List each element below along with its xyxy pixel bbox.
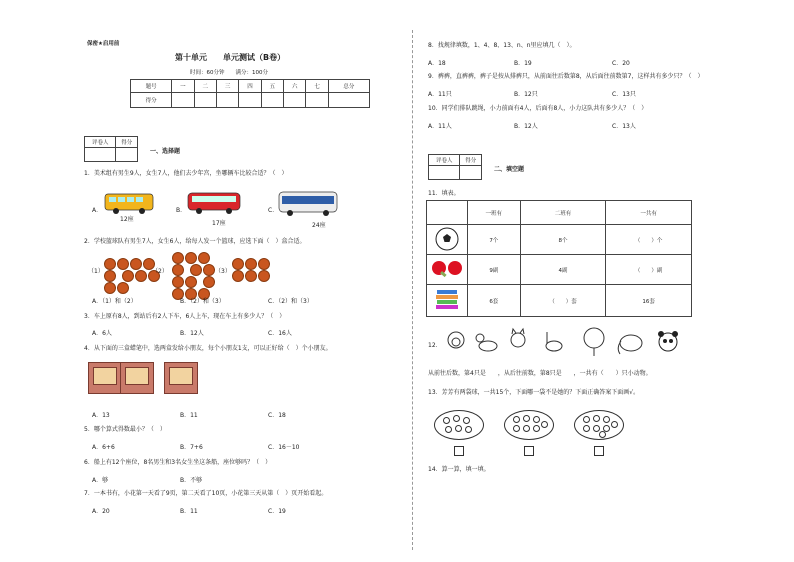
basketball-icon [130, 258, 142, 270]
school-bus-icon [104, 190, 156, 216]
grader-cell[interactable] [116, 148, 138, 162]
q4-option-c[interactable]: C．18 [268, 412, 286, 419]
fill-table-cell: 7个 [468, 225, 521, 255]
question-2: 2．学校篮球队有男生7人，女生6人，给每人发一个篮球，应选下面（ ）盒合适。 [84, 238, 306, 245]
fill-table-answer[interactable]: （ ）套 [520, 285, 606, 317]
q2-label-2: （2） [152, 268, 168, 275]
ball-bag-2 [504, 410, 554, 440]
basketball-group-3 [232, 258, 280, 282]
monkey-icon [448, 332, 464, 348]
question-14: 14．算一算，填一填。 [428, 466, 490, 473]
question-8: 8．找规律填数，1、4、8、13、n、n里应填几（ ）。 [428, 42, 576, 49]
answer-checkbox[interactable] [524, 446, 534, 456]
grader-cell[interactable] [460, 166, 482, 180]
q5-option-b[interactable]: B．7+6 [180, 444, 203, 451]
score-header-cell: 总分 [328, 80, 369, 93]
grader-box [84, 136, 138, 162]
coach-bus-icon [278, 188, 338, 218]
q8-option-b[interactable]: B．19 [514, 60, 532, 67]
q2-label-3: （3） [215, 268, 231, 275]
fill-table [426, 200, 692, 317]
q6-option-a[interactable]: A．够 [92, 477, 109, 484]
q4-option-a[interactable]: A．13 [92, 412, 110, 419]
q4-option-b[interactable]: B．11 [180, 412, 198, 419]
cat-icon [511, 329, 525, 347]
q9-option-a[interactable]: A．11只 [428, 91, 452, 98]
basketball-icon [232, 270, 244, 282]
score-row-label: 得分 [131, 93, 172, 108]
question-12-text: 从前往后数，第4只是 ，从后往前数，第8只是 ，一共有（ ）只小动物。 [428, 370, 652, 377]
grader-label: 评卷人 [429, 155, 460, 166]
basketball-icon [185, 252, 197, 264]
q5-option-a[interactable]: A．6+6 [92, 444, 115, 451]
basketball-icon [104, 258, 116, 270]
basketball-icon [203, 276, 215, 288]
dog-icon [476, 334, 497, 351]
q9-option-c[interactable]: C．13只 [612, 91, 636, 98]
question-10: 10．同学们排队跳绳，小力前面有4人，后面有8人，小力这队共有多少人？（ ） [428, 105, 648, 112]
score-header-cell: 二 [194, 80, 216, 93]
basketball-icon [135, 270, 147, 282]
basketball-icon [245, 270, 257, 282]
q7-option-b[interactable]: B．11 [180, 508, 198, 515]
q2-label-1: （1） [88, 268, 104, 275]
question-6: 6．船上有12个座位，8名男生和3名女生坐这条船，座位够吗？（ ） [84, 459, 272, 466]
basketball-icon [190, 264, 202, 276]
question-13: 13．芳芳有两袋球，一共15个，下面哪一袋不是她的？下面正确答案下面画√。 [428, 389, 640, 396]
q10-option-b[interactable]: B．12人 [514, 123, 538, 130]
question-11: 11．填表。 [428, 190, 460, 197]
ping-pong-paddle-icon [427, 255, 468, 285]
exam-meta: 时间：60分钟 满分：100分 [190, 70, 268, 76]
basketball-icon [122, 270, 134, 282]
score-cell[interactable] [239, 93, 261, 108]
score-cell[interactable] [261, 93, 283, 108]
score-cell[interactable] [328, 93, 369, 108]
basketball-icon [198, 252, 210, 264]
grader-score-label: 得分 [460, 155, 482, 166]
q3-option-c[interactable]: C．16人 [268, 330, 292, 337]
ball-bag-1 [434, 410, 484, 440]
fill-table-header: 一班有 [468, 201, 521, 225]
q1-caption-c: 24座 [312, 222, 326, 229]
q6-option-b[interactable]: B．不够 [180, 477, 203, 484]
basketball-icon [117, 258, 129, 270]
q2-option-b[interactable]: B．（2）和（3） [180, 298, 225, 305]
page-title: 第十单元 单元测试（B卷） [175, 53, 286, 62]
q1-option-a[interactable]: A． [92, 207, 103, 214]
q3-option-b[interactable]: B．12人 [180, 330, 204, 337]
red-bus-icon [187, 190, 242, 216]
q3-option-a[interactable]: A．6人 [92, 330, 112, 337]
score-header-cell: 七 [306, 80, 328, 93]
score-cell[interactable] [216, 93, 238, 108]
fill-table-cell: 16套 [606, 285, 692, 317]
grader-cell[interactable] [429, 166, 460, 180]
answer-checkbox[interactable] [594, 446, 604, 456]
basketball-icon [117, 282, 129, 294]
score-table [130, 79, 370, 108]
q1-caption-a: 12座 [120, 216, 134, 223]
basketball-icon [104, 270, 116, 282]
grader-score-label: 得分 [116, 137, 138, 148]
basketball-icon [203, 264, 215, 276]
basketball-icon [104, 282, 116, 294]
score-header-cell: 四 [239, 80, 261, 93]
score-cell[interactable] [172, 93, 194, 108]
q1-caption-b: 17座 [212, 220, 226, 227]
fill-table-cell: 4副 [520, 255, 606, 285]
fill-table-cell: 6套 [468, 285, 521, 317]
q9-option-b[interactable]: B．12只 [514, 91, 538, 98]
score-header-cell: 三 [216, 80, 238, 93]
question-7: 7．一本书有，小花第一天看了9页，第二天看了10页，小花第三天从第（ ）页开始看起。 [84, 490, 328, 497]
section-heading: 一、选择题 [150, 148, 181, 155]
q1-option-c[interactable]: C． [268, 207, 279, 214]
score-cell[interactable] [194, 93, 216, 108]
score-header-cell: 题号 [131, 80, 172, 93]
fill-table-cell: 8个 [520, 225, 606, 255]
q2-option-a[interactable]: A．（1）和（2） [92, 298, 137, 305]
q5-option-c[interactable]: C．16－10 [268, 444, 300, 451]
soccer-ball-icon [427, 225, 468, 255]
alpaca-icon [546, 332, 562, 351]
fill-table-cell: 9副 [468, 255, 521, 285]
crayon-box-icon [88, 362, 122, 394]
grader-label: 评卷人 [85, 137, 116, 148]
q10-option-c[interactable]: C．13人 [612, 123, 636, 130]
book-stack-icon [427, 285, 468, 317]
score-header-cell: 六 [284, 80, 306, 93]
basketball-icon [172, 264, 184, 276]
elephant-icon [618, 335, 642, 354]
crayon-box-icon [120, 362, 154, 394]
basketball-group-1 [104, 258, 164, 294]
grader-box [428, 154, 482, 180]
score-cell[interactable] [306, 93, 328, 108]
answer-checkbox[interactable] [454, 446, 464, 456]
fill-table-header: 二班有 [520, 201, 606, 225]
question-12-number: 12． [428, 342, 442, 349]
panda-icon [658, 331, 678, 351]
ball-bag-3 [574, 410, 624, 440]
section-heading: 二、填空题 [494, 166, 525, 173]
score-cell[interactable] [284, 93, 306, 108]
question-1: 1．美术组有男生9人，女生7人，他们去少年宫，坐哪辆车比较合适？（ ） [84, 170, 288, 177]
score-header-cell: 五 [261, 80, 283, 93]
column-divider [412, 30, 413, 550]
q7-option-c[interactable]: C．19 [268, 508, 286, 515]
basketball-icon [232, 258, 244, 270]
basketball-icon [245, 258, 257, 270]
question-4: 4．从下面的三盒蜡笔中，选两盒发给小朋友，每个小朋友1支，可以正好给（ ）个小朋友。 [84, 345, 332, 352]
fill-table-header: 一共有 [606, 201, 692, 225]
confidential-stamp: 保密★启用前 [87, 41, 120, 47]
question-9: 9．裤裤，直裤裤，裤子是按从排裤只，从前面往后数第8，从后面往前数第7，这样共有多少只？（ ） [428, 73, 704, 80]
basketball-icon [258, 270, 270, 282]
basketball-icon [172, 252, 184, 264]
q8-option-c[interactable]: C．20 [612, 60, 630, 67]
q1-option-b[interactable]: B． [176, 207, 187, 214]
q10-option-a[interactable]: A．11人 [428, 123, 452, 130]
animal-row [446, 326, 686, 358]
tree-icon [584, 328, 604, 356]
question-5: 5．哪个算式得数最小？（ ） [84, 426, 166, 433]
basketball-icon [185, 276, 197, 288]
basketball-icon [172, 276, 184, 288]
fill-table-header [427, 201, 468, 225]
crayon-box-icon [164, 362, 198, 394]
q2-option-c[interactable]: C．（2）和（3） [268, 298, 313, 305]
right-column [422, 0, 722, 562]
q8-option-a[interactable]: A．18 [428, 60, 446, 67]
fill-table-answer[interactable]: （ ）副 [606, 255, 692, 285]
score-header-cell: 一 [172, 80, 194, 93]
fill-table-answer[interactable]: （ ）个 [606, 225, 692, 255]
basketball-group-2 [172, 252, 220, 300]
grader-cell[interactable] [85, 148, 116, 162]
basketball-icon [258, 258, 270, 270]
left-column [80, 0, 410, 562]
q7-option-a[interactable]: A．20 [92, 508, 110, 515]
question-3: 3．车上原有8人，到站后有2人下车，6人上车，现在车上有多少人？（ ） [84, 313, 286, 320]
